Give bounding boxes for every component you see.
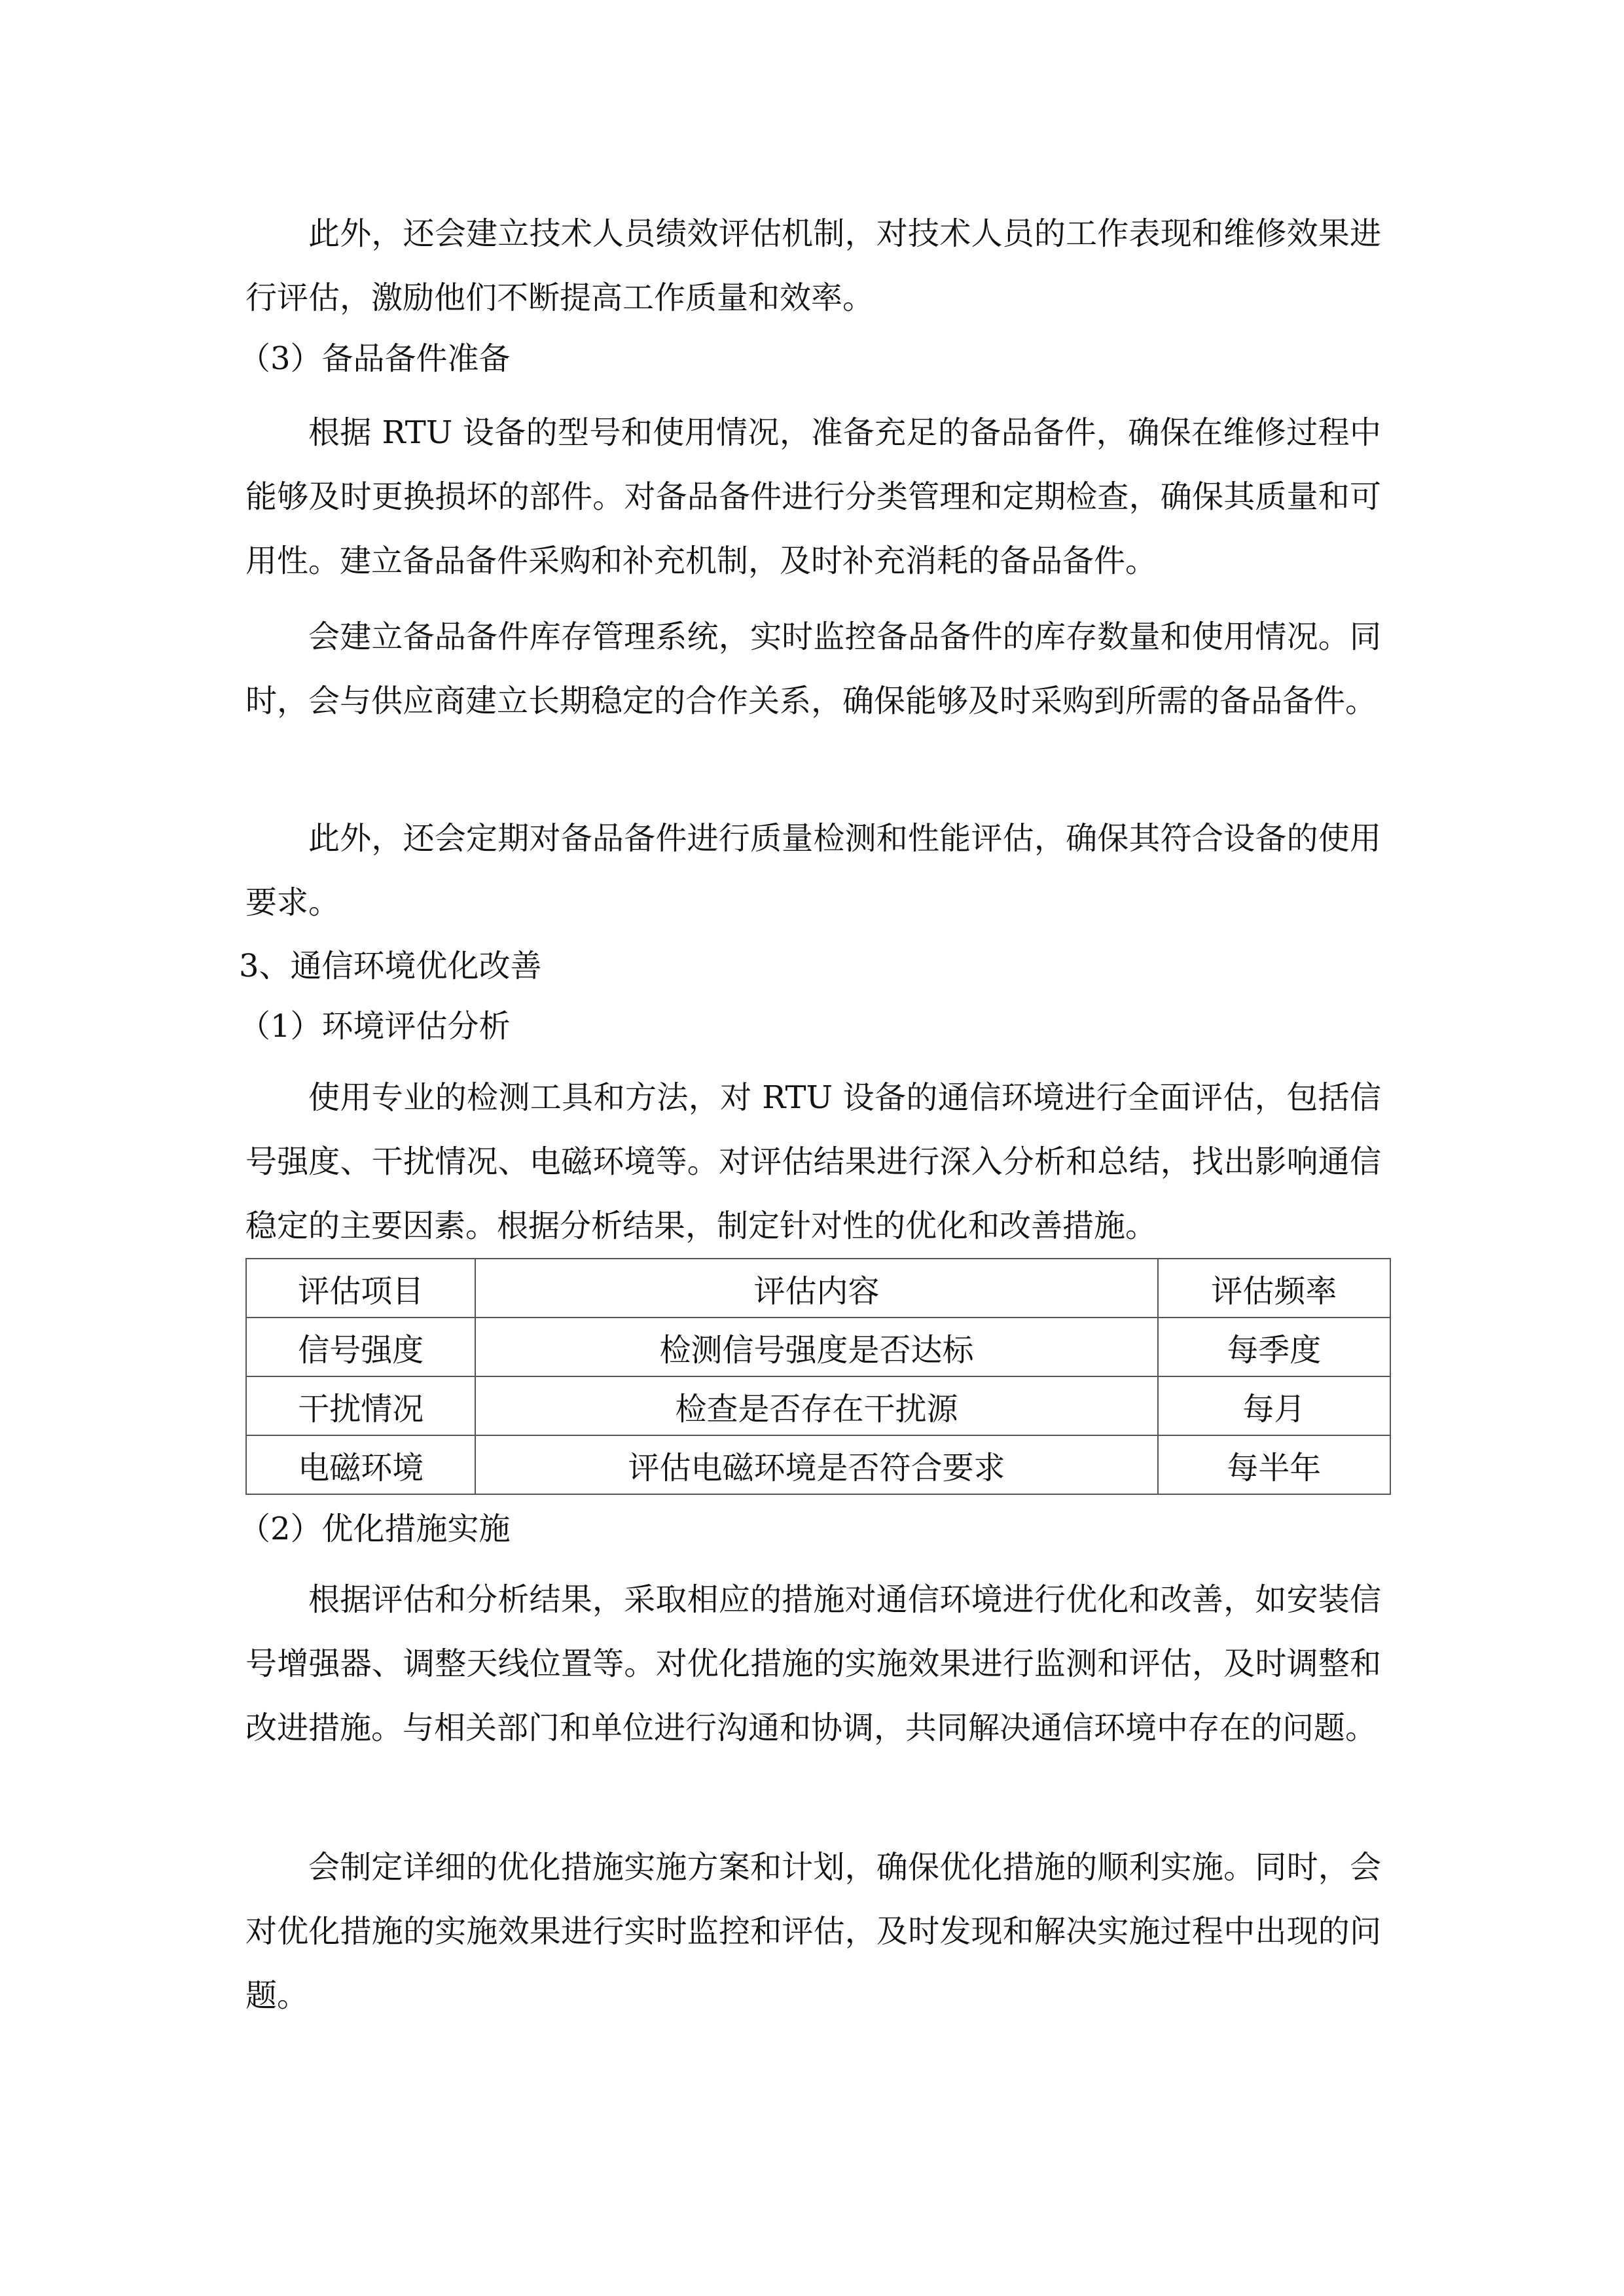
heading-communication-environment: 3、通信环境优化改善 [239,948,542,984]
paragraph-implementation-plan: 会制定详细的优化措施实施方案和计划，确保优化措施的顺利实施。同时，会对优化措施的实施效果进行实时监控和评估，及时发现和解决实施过程中出现的问题。 [245,1849,1381,2014]
paragraph-quality-inspection: 此外，还会定期对备品备件进行质量检测和性能评估，确保其符合设备的使用要求。 [245,820,1381,921]
table-cell: 评估电磁环境是否符合要求 [475,1435,1157,1494]
table-cell: 信号强度 [246,1318,475,1376]
table-cell: 干扰情况 [246,1376,475,1435]
paragraph-environment-assessment: 使用专业的检测工具和方法，对 RTU 设备的通信环境进行全面评估，包括信号强度、干扰情况、电磁环境等。对评估结果进行深入分析和总结，找出影响通信稳定的主要因素。根据分析结果，制定针对性的优化和改善措施。 [245,1079,1381,1244]
paragraph-spare-parts: 根据 RTU 设备的型号和使用情况，准备充足的备品备件，确保在维修过程中能够及时更换损坏的部件。对备品备件进行分类管理和定期检查，确保其质量和可用性。建立备品备件采购和补充机制，及时补充消耗的备品备件。 [245,414,1381,579]
paragraph-performance-evaluation: 此外，还会建立技术人员绩效评估机制，对技术人员的工作表现和维修效果进行评估，激励他们不断提高工作质量和效率。 [245,215,1381,316]
table-cell: 检查是否存在干扰源 [475,1376,1157,1435]
paragraph-optimization-measures: 根据评估和分析结果，采取相应的措施对通信环境进行优化和改善，如安装信号增强器、调整天线位置等。对优化措施的实施效果进行监测和评估，及时调整和改进措施。与相关部门和单位进行沟通和协调，共同解决通信环境中存在的问题。 [245,1581,1381,1746]
paragraph-inventory-system: 会建立备品备件库存管理系统，实时监控备品备件的库存数量和使用情况。同时，会与供应商建立长期稳定的合作关系，确保能够及时采购到所需的备品备件。 [245,619,1381,719]
table-cell: 检测信号强度是否达标 [475,1318,1157,1376]
table-header-cell: 评估项目 [246,1259,475,1318]
table-header-cell: 评估内容 [475,1259,1157,1318]
heading-spare-parts-preparation: （3）备品备件准备 [239,340,511,377]
table-row [246,1435,1390,1494]
table-cell: 每半年 [1158,1435,1390,1494]
table-cell: 每月 [1158,1376,1390,1435]
table-header-row [246,1259,1390,1318]
heading-environment-assessment: （1）环境评估分析 [239,1008,511,1045]
heading-optimization-measures: （2）优化措施实施 [239,1511,511,1547]
table-cell: 电磁环境 [246,1435,475,1494]
table-row [246,1376,1390,1435]
table-row [246,1318,1390,1376]
table-cell: 每季度 [1158,1318,1390,1376]
assessment-table [245,1258,1391,1495]
table-header-cell: 评估频率 [1158,1259,1390,1318]
